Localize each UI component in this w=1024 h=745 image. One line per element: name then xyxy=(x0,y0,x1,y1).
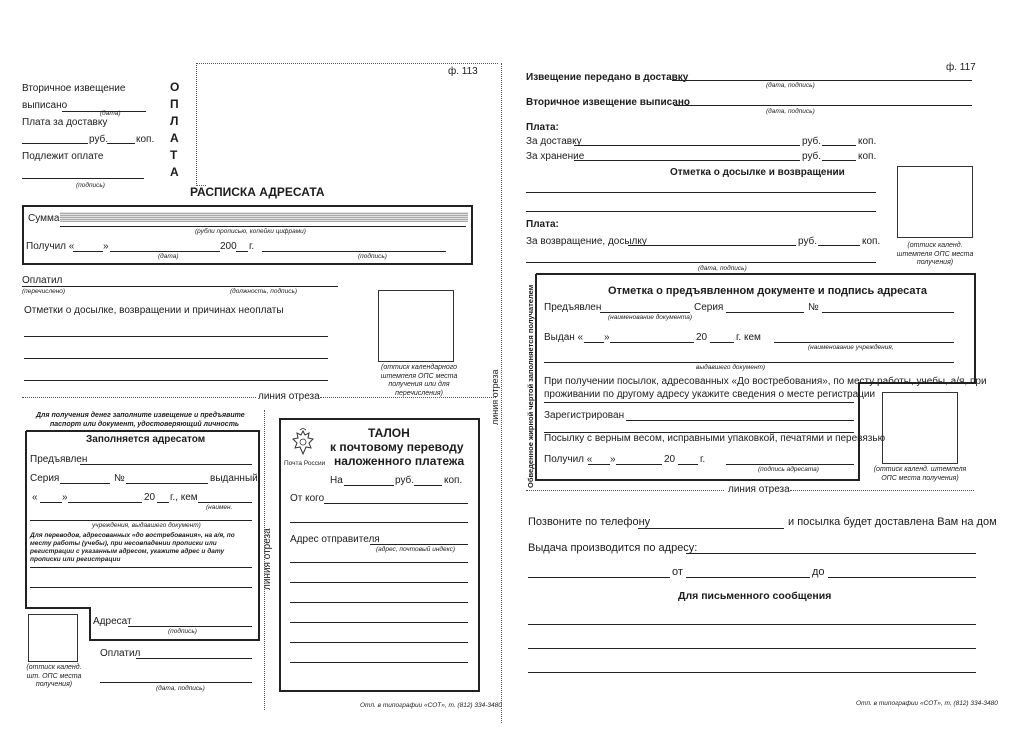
doc-institution-line xyxy=(544,362,954,363)
notice-delivered-label: Извещение передано в доставку xyxy=(526,72,689,83)
name-hint: (наимен. xyxy=(206,504,233,511)
notice-delivered-line xyxy=(672,80,972,81)
received-sign-hint: (подпись) xyxy=(358,253,387,260)
addressee-sign-hint: (подпись адресата) xyxy=(758,466,819,473)
position-hint: (должность, подпись) xyxy=(230,288,298,295)
sender-address-line-4 xyxy=(290,602,468,603)
hours-from-lead-line xyxy=(528,577,670,578)
series-line xyxy=(60,483,110,484)
received-day-line xyxy=(73,251,103,252)
received-date-hint: (дата) xyxy=(158,253,179,260)
talon-rub-label: руб. xyxy=(395,475,415,486)
payable-line xyxy=(22,178,144,179)
talon-rub-line xyxy=(344,485,394,486)
registered-line-1 xyxy=(626,420,854,421)
forward-notes-line-2 xyxy=(24,358,328,359)
received-month-line xyxy=(110,251,220,252)
notice-delivered-hint: (дата, подпись) xyxy=(766,82,815,89)
addressee-sign-hint: (подпись) xyxy=(168,628,197,635)
sum-line xyxy=(60,226,466,227)
receipt-title: РАСПИСКА АДРЕСАТА xyxy=(190,185,325,199)
received-year-line xyxy=(236,251,248,252)
paid-line xyxy=(22,286,338,287)
for-return-kop: коп. xyxy=(862,236,881,247)
sum-label: Сумма xyxy=(28,213,60,224)
right-cut-line-label: линия отреза xyxy=(728,484,790,495)
stamp-box-bottom xyxy=(882,392,958,464)
secondary-notice-label: Вторичное извещение xyxy=(22,83,126,94)
form-number: ф. 113 xyxy=(448,66,478,77)
doc-issued-day-line xyxy=(584,342,604,343)
issue-year: 20 xyxy=(144,492,156,503)
addressee-sign-line xyxy=(128,626,252,627)
doc-series-label: Серия xyxy=(694,302,724,313)
vertical-note: Обведенное жирной чертой заполняется получателем xyxy=(526,284,535,488)
from-label: от xyxy=(672,566,683,578)
talon-title-3: наложенного платежа xyxy=(334,454,465,468)
middle-cut-label: линия отреза xyxy=(490,369,500,425)
addressee-label: Адресат xyxy=(93,616,132,627)
listed-hint: (перечислено) xyxy=(22,288,66,295)
institution-hint: учреждения, выдавшего документ) xyxy=(92,522,201,529)
doc-name-hint: (наименование документа) xyxy=(608,314,693,321)
doc-series-line xyxy=(726,312,804,313)
hours-to-line xyxy=(828,577,976,578)
for-storage-label: За хранение xyxy=(526,151,585,162)
issued-label: выписано xyxy=(22,100,68,111)
sum-hatched-field xyxy=(60,212,468,222)
issue-year-kem: г., кем xyxy=(170,492,198,503)
sender-address-line-1 xyxy=(370,544,468,545)
for-storage-kop-line xyxy=(822,160,856,161)
received-sign-line xyxy=(262,251,446,252)
issue-kem-line xyxy=(198,502,252,503)
for-delivery-kop: коп. xyxy=(858,136,877,147)
message-line-2 xyxy=(528,648,976,649)
forward-return-line-2 xyxy=(526,211,876,212)
from-line-2 xyxy=(290,522,468,523)
sender-address-line-2 xyxy=(290,562,468,563)
phone-line xyxy=(638,528,784,529)
russian-post-label: Почта России xyxy=(284,460,326,467)
talon-on-label: На xyxy=(330,475,343,486)
addressee-fills-title: Заполняется адресатом xyxy=(86,434,206,445)
parcel-note-line xyxy=(544,402,854,403)
paid2-label: Оплатил xyxy=(100,648,141,659)
institution-line xyxy=(30,520,252,521)
secondary-issued-label: Вторичное извещение выписано xyxy=(526,97,691,108)
for-return-hint: (дата, подпись) xyxy=(698,265,747,272)
forward-notes-label: Отметки о досылке, возвращении и причинах неоплаты xyxy=(24,305,284,316)
issue-quote-close: » xyxy=(62,492,68,503)
received-label: Получил « xyxy=(26,241,75,252)
cut-line-right xyxy=(320,397,496,398)
message-line-1 xyxy=(528,624,976,625)
for-return-line xyxy=(628,245,796,246)
oplata-letter-4: А xyxy=(170,131,179,145)
talon-title-1: ТАЛОН xyxy=(368,426,410,440)
issued-by-label: выданный xyxy=(210,473,258,484)
doc-title: Отметка о предъявленном документе и подпись адресата xyxy=(608,285,927,297)
doc-institution-hint: (наименование учреждения, xyxy=(808,344,894,351)
for-return-kop-line xyxy=(818,245,860,246)
small-stamp-box xyxy=(28,614,78,662)
parcel-received-year: 20 xyxy=(664,454,676,465)
from-label: От кого xyxy=(290,493,325,504)
for-storage-line xyxy=(574,160,800,161)
transfer-line-2 xyxy=(30,587,252,588)
doc-presented-label: Предъявлен xyxy=(544,302,602,313)
parcel-note-1: При получении посылок, адресованных «До востребования», по месту работы, учебы, а/я, при xyxy=(544,376,987,387)
doc-issued-label: Выдан « xyxy=(544,332,584,343)
sender-address-line-7 xyxy=(290,662,468,663)
presented-label: Предъявлен xyxy=(30,454,88,465)
for-storage-kop: коп. xyxy=(858,151,877,162)
issue-day-line xyxy=(40,502,62,503)
for-delivery-line xyxy=(574,145,800,146)
oplata-letter-5: Т xyxy=(170,148,178,162)
oplata-letter-2: П xyxy=(170,97,179,111)
parcel-received-year-line xyxy=(678,464,698,465)
secondary-issued-hint: (дата, подпись) xyxy=(766,108,815,115)
paid-label: Оплатил xyxy=(22,275,63,286)
forward-notes-line-3 xyxy=(24,380,328,381)
sender-address-line-6 xyxy=(290,642,468,643)
from-line-1 xyxy=(324,503,468,504)
issue-address-line xyxy=(686,553,976,554)
stamp-area-left-border xyxy=(196,63,197,186)
doc-number-label: № xyxy=(808,302,819,313)
stamp-box-top xyxy=(897,166,973,238)
delivered-home-label: и посылка будет доставлена Вам на дом xyxy=(788,516,997,528)
transfer-line-1 xyxy=(30,567,252,568)
sender-address-label: Адрес отправителя xyxy=(290,534,380,545)
right-cut-line-left xyxy=(526,490,724,491)
parcel-note-2: проживании по другому адресу укажите сведения о месте регистрации xyxy=(544,389,876,400)
parcel-ok-label: Посылку с верным весом, исправными упаковкой, печатями и перевязью xyxy=(544,433,886,444)
transfer-note: Для переводов, адресованных «до востребования», на а/я, по месту работы (учебы), при несовпадении прописки или регистрации с указанным адресом, укажите адрес и дату прописки или регистрации xyxy=(30,532,235,563)
received-quote-close: » xyxy=(103,241,109,252)
oplata-letter-1: О xyxy=(170,80,180,94)
middle-cut-line xyxy=(501,63,502,723)
printer-note: Отп. в типографии «СОТ», т. (812) 334-3480 xyxy=(360,702,502,709)
talon-kop-label: коп. xyxy=(444,475,463,486)
delivery-fee-label: Плата за доставку xyxy=(22,117,108,128)
stamp-box xyxy=(378,290,454,362)
small-stamp-note: (оттиск календ. шт. ОПС места получения) xyxy=(26,664,82,688)
paid2-line xyxy=(136,658,252,659)
date-sign-line xyxy=(100,682,252,683)
issue-month-line xyxy=(68,502,142,503)
doc-issued-year: 20 xyxy=(696,332,708,343)
hours-from-line xyxy=(686,577,810,578)
to-label: до xyxy=(812,566,825,578)
registered-label: Зарегистрирован xyxy=(544,410,625,421)
doc-issued-year-line xyxy=(710,342,734,343)
doc-issued-quote-close: » xyxy=(604,332,610,343)
address-hint: (адрес, почтовый индекс) xyxy=(376,546,456,553)
series-label: Серия xyxy=(30,473,60,484)
doc-issued-kem-line xyxy=(774,342,954,343)
forward-return-title: Отметка о досылке и возвращении xyxy=(670,167,845,178)
instruction-line-2: паспорт или документ, удостоверяющий личность xyxy=(50,421,240,428)
forward-return-line-1 xyxy=(526,192,876,193)
cut-line-left xyxy=(22,397,256,398)
doc-issued-kem: г. кем xyxy=(736,332,761,343)
forward-notes-line-1 xyxy=(24,336,328,337)
stamp-note-top: (оттиск календ. штемпеля ОПС места получения) xyxy=(896,242,974,266)
sender-address-line-3 xyxy=(290,582,468,583)
number-label: № xyxy=(114,473,125,484)
cut-line-label: линия отреза xyxy=(258,391,320,402)
for-storage-rub: руб. xyxy=(802,151,822,162)
stamp-area-top-border xyxy=(196,63,498,64)
instruction-line-1: Для получения денег заполните извещение и предъявите xyxy=(36,412,245,419)
fee2-label: Плата: xyxy=(526,219,559,230)
sender-address-line-5 xyxy=(290,622,468,623)
right-printer-note: Отп. в типографии «СОТ», т. (812) 334-3480 xyxy=(856,700,998,707)
delivery-fee-rub-line xyxy=(22,143,88,144)
received-year: 200 xyxy=(220,241,237,252)
sum-hint: (рубли прописью, копейки цифрами) xyxy=(195,228,306,235)
received-year-g: г. xyxy=(249,241,255,252)
parcel-received-quote-close: » xyxy=(610,454,616,465)
doc-number-line xyxy=(822,312,954,313)
for-delivery-label: За доставку xyxy=(526,136,582,147)
doc-presented-line xyxy=(600,312,690,313)
doc-issued-month-line xyxy=(610,342,694,343)
issue-address-label: Выдача производится по адресу: xyxy=(528,542,698,554)
talon-kop-line xyxy=(414,485,442,486)
right-cut-line-right xyxy=(790,490,974,491)
message-line-3 xyxy=(528,672,976,673)
for-return-sign-line xyxy=(526,262,876,263)
stamp-note: (оттиск календарного штемпеля ОПС места получения или для перечисления) xyxy=(380,364,458,397)
talon-cut-label: линия отреза xyxy=(262,528,273,590)
date-hint: (дата) xyxy=(100,110,121,117)
parcel-received-label: Получил « xyxy=(544,454,593,465)
issue-year-line xyxy=(157,502,169,503)
presented-line xyxy=(80,464,252,465)
signature-hint: (подпись) xyxy=(76,182,105,189)
date-sign-hint: (дата, подпись) xyxy=(156,685,205,692)
parcel-received-sign-line xyxy=(726,464,854,465)
issue-quote-open: « xyxy=(32,492,38,503)
rub-label: руб. xyxy=(89,134,109,145)
parcel-received-month-line xyxy=(616,464,662,465)
secondary-issued-line xyxy=(674,105,972,106)
for-return-rub: руб. xyxy=(798,236,818,247)
talon-title-2: к почтовому переводу xyxy=(330,440,464,454)
stamp-note-bottom: (оттиск календ. штемпеля ОПС места получения) xyxy=(873,466,967,482)
eagle-emblem-icon xyxy=(290,428,316,458)
form-117-number: ф. 117 xyxy=(946,62,976,73)
written-message-title: Для письменного сообщения xyxy=(678,590,832,602)
delivery-fee-kop-line xyxy=(107,143,135,144)
payable-label: Подлежит оплате xyxy=(22,151,104,162)
call-phone-label: Позвоните по телефону xyxy=(528,516,651,528)
oplata-letter-6: А xyxy=(170,165,179,179)
for-return-label: За возвращение, досылку xyxy=(526,236,647,247)
for-delivery-kop-line xyxy=(822,145,856,146)
number-line xyxy=(126,483,208,484)
parcel-received-day-line xyxy=(588,464,610,465)
parcel-received-g: г. xyxy=(700,454,706,465)
kop-label: коп. xyxy=(136,134,155,145)
for-delivery-rub: руб. xyxy=(802,136,822,147)
oplata-letter-3: Л xyxy=(170,114,179,128)
fee-label: Плата: xyxy=(526,122,559,133)
doc-issued-by-hint: выдавшего документ) xyxy=(696,364,766,371)
